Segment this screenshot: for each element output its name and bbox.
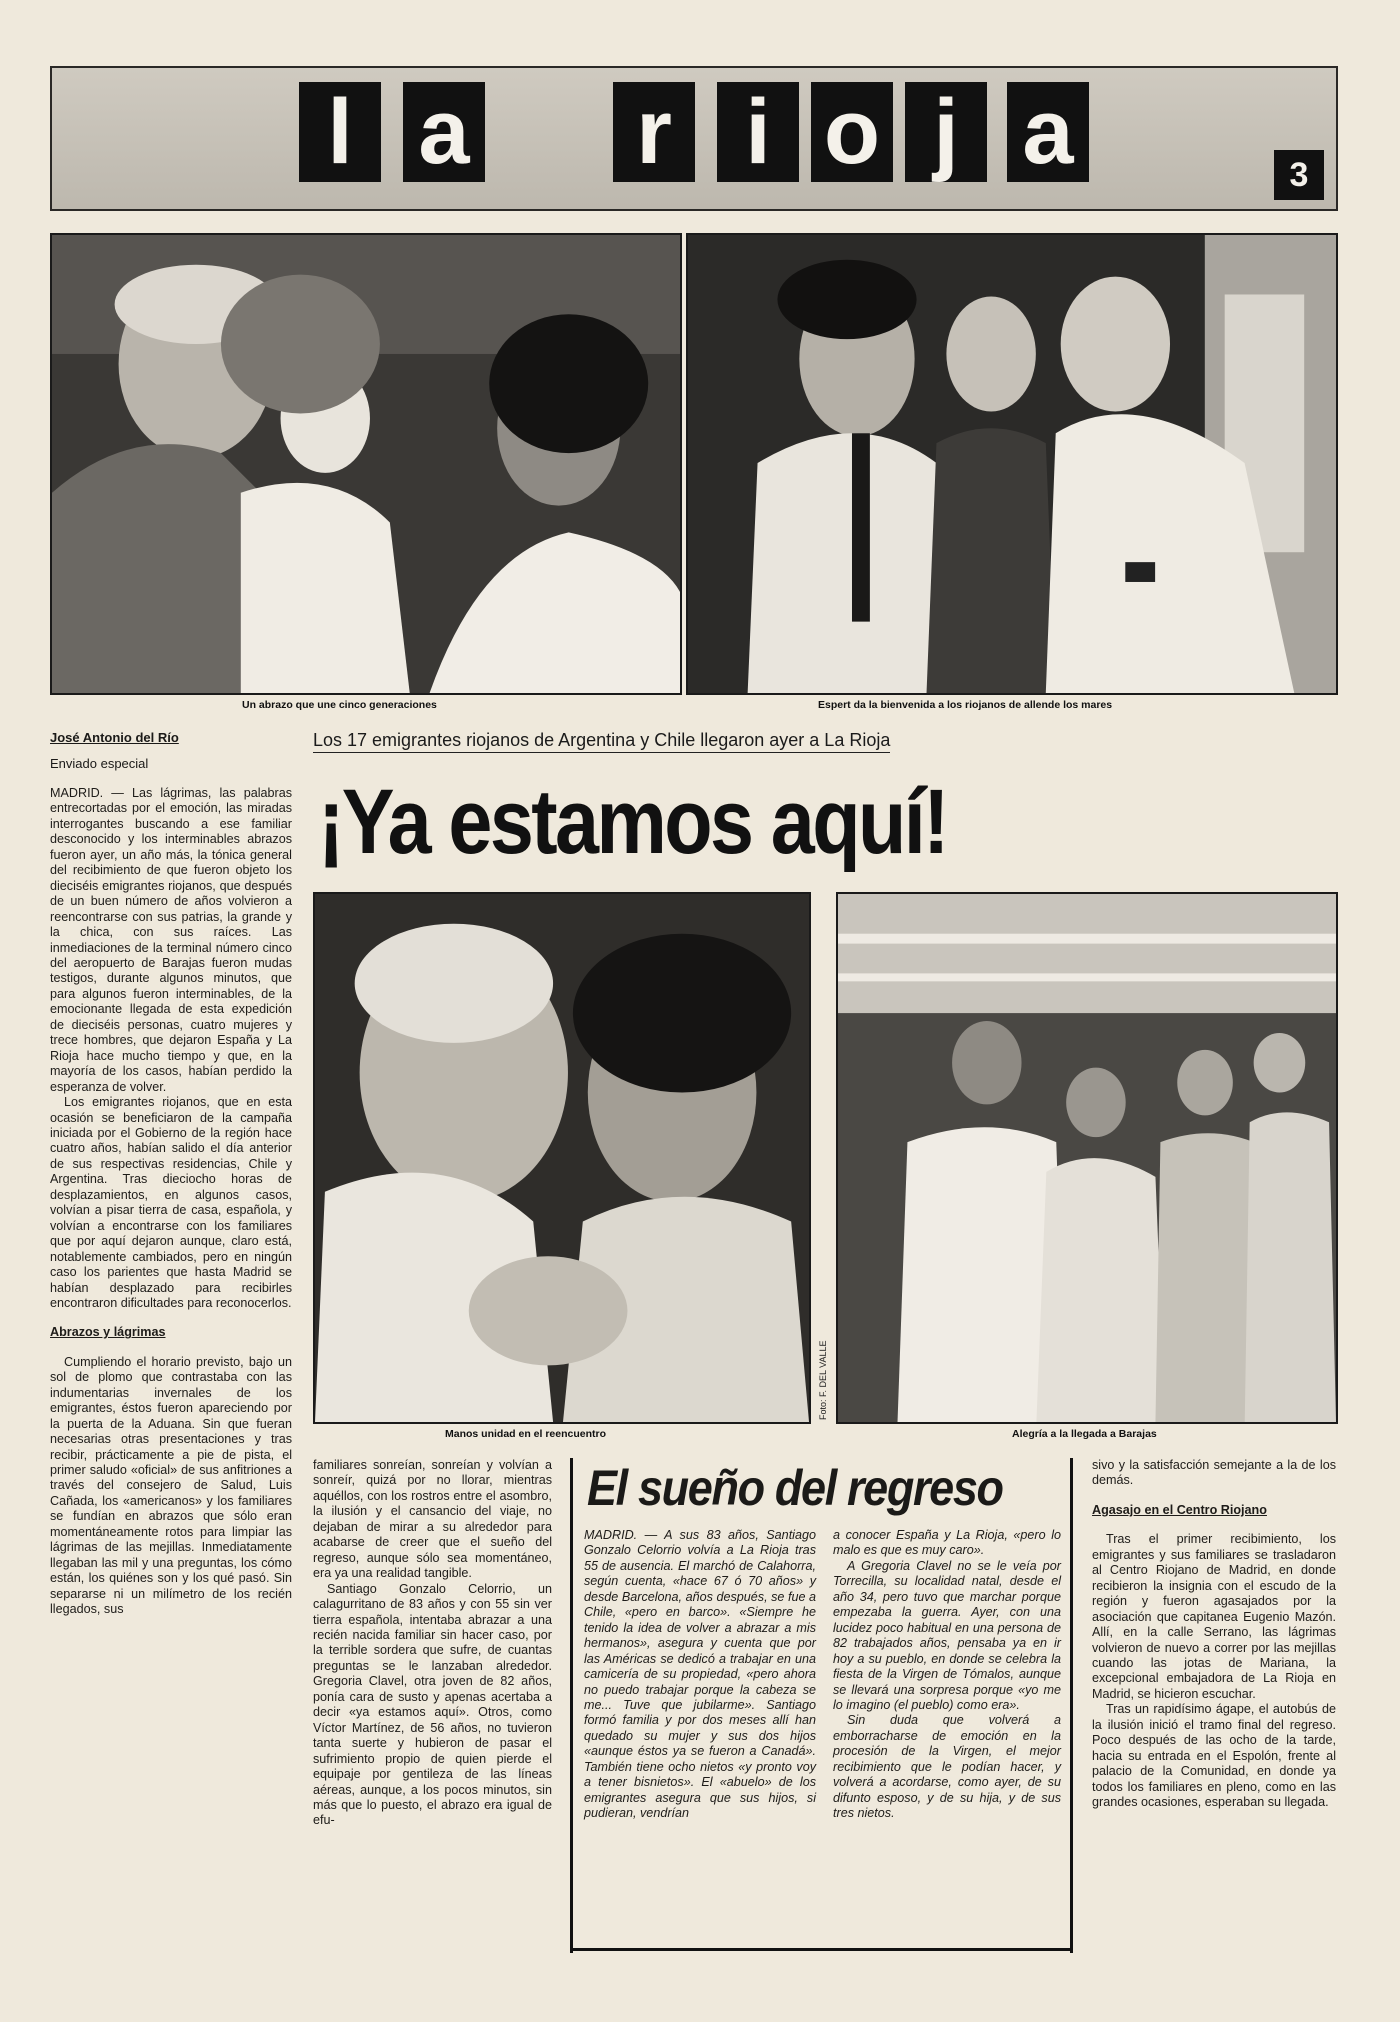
box-rule-bottom bbox=[570, 1948, 1073, 1951]
masthead-letter: r bbox=[613, 82, 695, 182]
kicker: Los 17 emigrantes riojanos de Argentina y Chile llegaron ayer a La Rioja bbox=[313, 730, 890, 753]
paragraph: Cumpliendo el horario previsto, bajo un sol de plomo que contrastaba con las indumentarias invernales de los emigrantes, éstos fueron apareciendo por la puerta de la Aduana. Sin que fueran necesarias otras presentaciones y tras recibir, prácticamente a pie de pista, el primer saludo «oficial» de sus anfitriones a través del consejero de Salud, Luis Cañada, los «americanos» y los familiares se fundían en abrazos que sólo eran momentáneamente rotos para limpiar las lágrimas de las mejillas. Inmediatamente llegaban las mil y una preguntas, los cómo están, los quiénes son y los qué pasó. Sin separarse ni un milímetro de los recién llegados, sus bbox=[50, 1354, 292, 1617]
paragraph: A Gregoria Clavel no se le veía por Torrecilla, su localidad natal, desde el año 34, pero tuvo que marchar porque empezaba la guerra. Ayer, con una lucidez poco habitual en una persona de 82 trabajados años, pensaba ya en ir hoy a su pueblo, en donde se celebra la fiesta de la Virgen de Tómalos, aunque se llevará una sorpresa porque «yo me lo imagino (el pueblo) como era». bbox=[833, 1558, 1061, 1712]
masthead-letter: o bbox=[811, 82, 893, 182]
masthead-letter: a bbox=[1007, 82, 1089, 182]
paragraph: MADRID. — Las lágrimas, las palabras entrecortadas por el emoción, las miradas interrogantes buscando a ese familiar desconocido y los interminables abrazos fueron ayer, un año más, la tónica general del recibimiento de que fueron objeto los dieciséis emigrantes riojanos, que después de un buen número de años volvieron a reencontrarse con sus patrias, la grande y la chica, con sus raíces. Las inmediaciones de la terminal número cinco del aeropuerto de Barajas fueron mudas testigos, durante algunos minutos, que para algunos fueron interminables, de la emocionante llegada de esta expedición de dieciséis personas, cuatro mujeres y trece hombres, que dejaron España y La Rioja hace mucho tiempo y que, en la mayoría de los casos, habían perdido la esperanza de volver. bbox=[50, 786, 292, 1094]
paragraph: MADRID. — A sus 83 años, Santiago Gonzalo Celorrio volvía a La Rioja tras 55 de ausencia. El marchó de Calahorra, según cuenta, «hace 67 ó 70 años» y desde Barcelona, años después, se fue a Chile, «pero en barco». «Siempre he tenido la idea de volver a abrazar a mis hermanos», asegura y cuenta que por las Américas se dedicó a trabajar en una camicería de su propiedad, «pero ahora no puedo trabajar porque la cabeza se me... Tuve que jubilarme». Santiago formó familia y por dos meses allí han quedado su mujer y sus dos hijos «aunque éstos ya se fueron a Canadá». También tiene ocho nietos «y pronto voy a tener bisnietos». El «abuelo» de los emigrantes asegura que sus hijos, si pudieran, vendrían bbox=[584, 1528, 816, 1821]
column-5 bbox=[1092, 1458, 1336, 1811]
photo-hands-united bbox=[313, 892, 811, 1424]
paragraph: Tras el primer recibimiento, los emigrantes y sus familiares se trasladaron al Centro Riojano de Madrid, en donde recibieron la insignia con el escudo de la región y fueron agasajados por la asociación que capitanea Eugenio Mazón. Allí, en la calle Serrano, las lágrimas volvieron de nuevo a correr por las mejillas cuando las jotas de Mariana, la excepcional embajadora de La Rioja en Madrid, se hicieron escuchar. bbox=[1092, 1532, 1336, 1701]
column-2 bbox=[313, 1458, 552, 1829]
paragraph: Los emigrantes riojanos, que en esta ocasión se beneficiaron de la campaña iniciada por el Gobierno de la región hace cuatro años, habían salido el día anterior de sus respectivas residencias, Chile y Argentina. Tras dieciocho horas de desplazamientos, en algunos casos, volvían a pisar tierra de casa, española, y volvían a encontrarse con los familiares que por aquí dejaron aunque, claro está, notablemente cambiados, pero en ningún caso los parientes que hasta Madrid se habían desplazado para recibirles encontraron dificultades para reconocerlos. bbox=[50, 1095, 292, 1310]
paragraph: familiares sonreían, sonreían y volvían a sonreír, quizá por no llorar, mientras aquéllos, con los rostros entre el asombro, la ilusión y el cansancio del viaje, no dejaban de mirar a su alrededor para acabarse de creer que el sueño del regreso, aunque sólo sea momentáneo, era ya una realidad tangible. bbox=[313, 1458, 552, 1581]
box-rule-right bbox=[1070, 1458, 1073, 1953]
section-subhead: Agasajo en el Centro Riojano bbox=[1092, 1502, 1267, 1517]
paragraph: sivo y la satisfacción semejante a la de los demás. bbox=[1092, 1458, 1336, 1488]
masthead bbox=[50, 66, 1338, 211]
paragraph: Tras un rapidísimo ágape, el autobús de la ilusión inició el tramo final del regreso. Poco después de las ocho de la tarde, hacia su entrada en el Espolón, frente al palacio de la Comunidad, en donde ya todos los familiares en pleno, como en las grandes ocasiones, esperaban su llegada. bbox=[1092, 1702, 1336, 1810]
caption-mid-right: Alegría a la llegada a Barajas bbox=[1012, 1428, 1157, 1440]
sidebar-headline: El sueño del regreso bbox=[587, 1460, 1003, 1516]
masthead-letter: a bbox=[403, 82, 485, 182]
column-4 bbox=[833, 1528, 1061, 1822]
caption-top-right: Espert da la bienvenida a los riojanos de allende los mares bbox=[818, 699, 1113, 711]
author-role: Enviado especial bbox=[50, 756, 149, 771]
author-byline: José Antonio del Río bbox=[50, 730, 179, 745]
column-1 bbox=[50, 786, 292, 1618]
column-3 bbox=[584, 1528, 816, 1822]
masthead-letter: l bbox=[299, 82, 381, 182]
section-subhead: Abrazos y lágrimas bbox=[50, 1325, 166, 1340]
photo-credit: Foto: F. DEL VALLE bbox=[818, 1340, 828, 1420]
masthead-letter: i bbox=[717, 82, 799, 182]
paragraph: a conocer España y La Rioja, «pero lo malo es que es muy caro». bbox=[833, 1528, 1061, 1558]
caption-top-left: Un abrazo que une cinco generaciones bbox=[242, 699, 437, 711]
headline: ¡Ya estamos aquí! bbox=[318, 771, 947, 873]
box-rule-left bbox=[570, 1458, 573, 1953]
photo-espert-welcome bbox=[686, 233, 1338, 695]
caption-mid-left: Manos unidad en el reencuentro bbox=[445, 1428, 607, 1440]
photo-arrival-barajas bbox=[836, 892, 1338, 1424]
paragraph: Sin duda que volverá a emborracharse de emoción en la procesión de la Virgen, el mejor recibimiento que le podían hacer, y volverá a acordarse, como ayer, de su difunto esposo, y de su hija, y de sus tres nietos. bbox=[833, 1713, 1061, 1821]
page-number: 3 bbox=[1274, 150, 1324, 200]
paragraph: Santiago Gonzalo Celorrio, un calagurritano de 83 años y con 55 sin ver tierra española, intentaba abrazar a una recién nacida familiar sin hacer caso, por la terrible sordera que sufre, de cuantas preguntas se le lanzaban alrededor. Gregoria Clavel, otra joven de 82 años, ponía cara de susto y apenas acertaba a decir «ya estamos aquí». Otros, como Víctor Martínez, de 56 años, no tuvieron tanta suerte y hubieron de pasar el sufrimiento propio de quien pierde el equipaje por gentileza de las líneas aéreas, aunque, a los pocos minutos, sin más que lo puesto, el abrazo era igual de efu- bbox=[313, 1581, 552, 1828]
photo-five-generations bbox=[50, 233, 682, 695]
masthead-letter: j bbox=[905, 82, 987, 182]
